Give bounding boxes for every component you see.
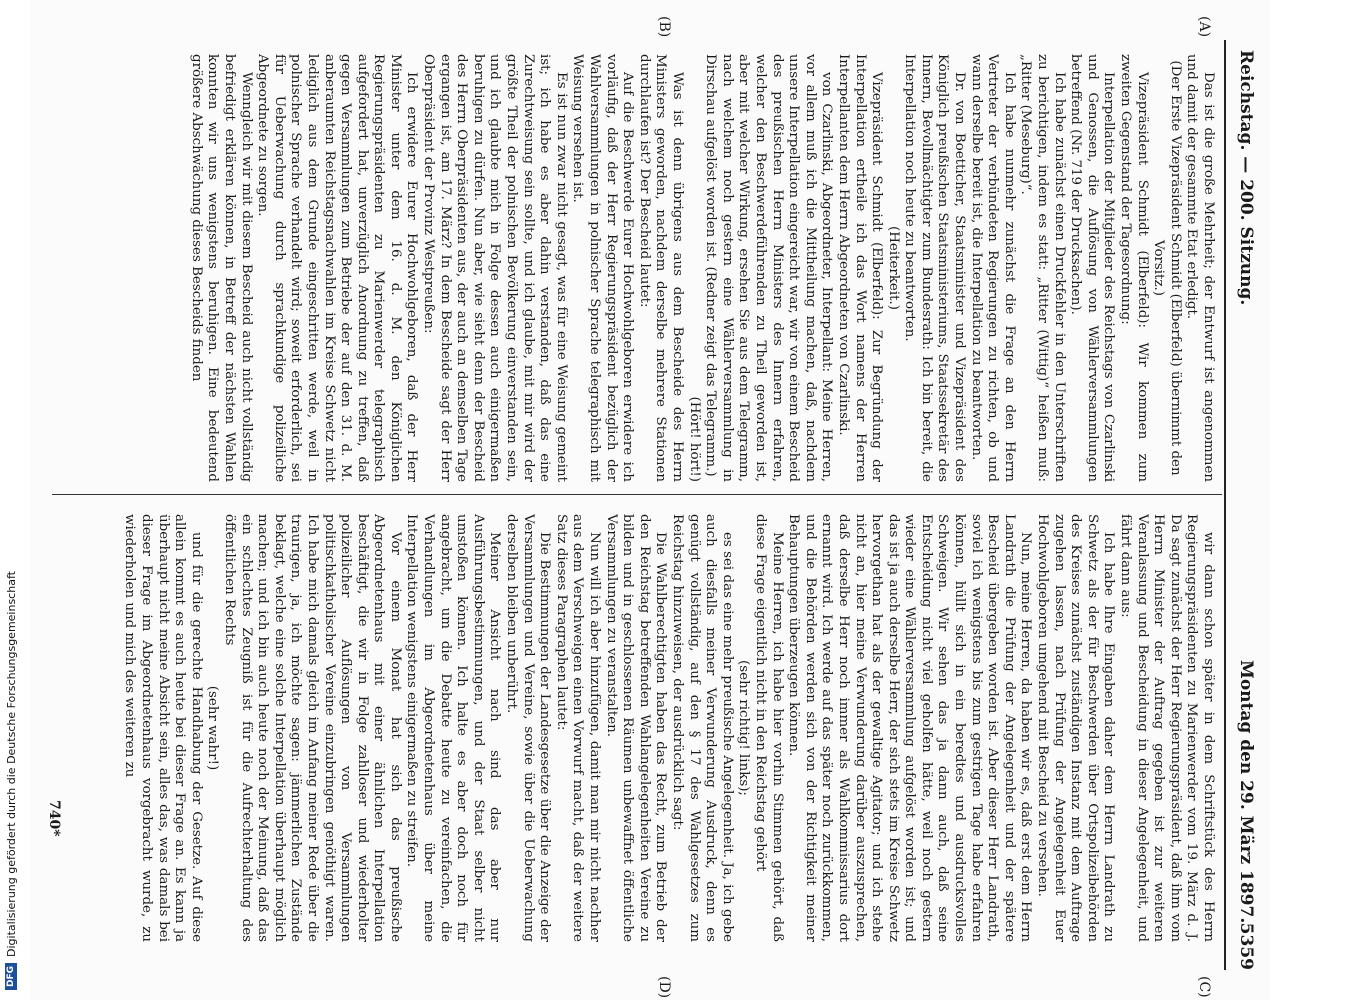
paragraph: Meiner Ansicht nach sind das aber nur Ausführungsbestimmungen, und der Staat selber nicht umstoßen können. Ich halte es aber doch noch für angebracht, um die Debatte heute zu vereinfachen, die Verhandlungen im Abgeordnetenhaus über meine Interpellation wenigstens einigermaßen zu streifen. (404, 514, 503, 942)
credit-text: Digitalisierung gefördert durch die Deutsche Forschungsgemeinschaft (4, 571, 18, 957)
paragraph: Was ist denn übrigens aus dem Bescheide des Herrn Ministers geworden, nachdem derselbe mehrere Stationen durchlaufen ist? Der Bescheid lautet: (636, 54, 685, 482)
paragraph: (sehr richtig! links); (736, 660, 752, 796)
paragraph: (sehr wahr!) (205, 685, 221, 771)
paragraph: es sei das eine mehr preußische Angelegenheit. Ja, ich gebe auch diesfalls meiner Verwunderung Ausdruck, denn es genügt vollständig, auf den § 17 des Wahlgesetzes zum Reichstag hinzuweisen, der ausdrücklich sagt: (670, 514, 735, 942)
paragraph: von Czarlinski, Abgeordneter, Interpellant: Meine Herren, vor allem muß ich die Mittheilung machen, daß, nachdem unsere Interpellation eingereicht war, wir von einem Bescheid des preußischen Herrn Ministers des Innern erfahren, welcher den Beschwerdeführenden zu Theil geworden ist, aber mit welcher Wirkung, ersehen Sie aus dem Telegramm, nach welchem noch gestern eine Wählerversammlung in Dirschau aufgelöst worden ist. (Redner zeigt das Telegramm.) (703, 54, 835, 482)
paragraph: Nun will ich aber hinzufügen, damit man mir nicht nachher aus dem Verschweigen einen Vorwurf macht, daß der weitere Satz dieses Paragraphen lautet: (553, 514, 603, 942)
left-text-column (56, 54, 1216, 482)
margin-letter-c: (C) (1196, 976, 1212, 998)
paragraph: Nun, meine Herren, da haben wir es, daß erst dem Herrn Landrath die Prüfung der Angelegenheit und der spätere Bescheid übergeben worden ist. Aber dieser Herr Landrath, soviel ich wenigstens bis zum gestrigen Tage habe erfahren können, hüllt sich in ein beredtes und ausdrucksvolles Schweigen. Wir sehen das ja dann auch, daß seine Entscheidung nicht viel geholfen hätte, weil noch gestern wieder eine Wählerversammlung aufgelöst worden ist; und das ist ja auch derselbe Herr, der sich stets im Kreise Schwetz hervorgethan hat als der gewaltige Agitator; und ich stehe nicht an, hier meine Verwunderung darüber auszusprechen, daß derselbe Herr noch immer als Wahlkommissarius dort ernannt wird. Ich werde auf das später noch zurückkommen, und die Behörden werden sich von der Richtigkeit meiner Behauptungen überzeugen können. (786, 514, 1034, 942)
column-divider (52, 494, 1222, 495)
paragraph: und für die gerechte Handhabung der Gesetze. Auf diese allein kommt es auch heute bei dieser Frage an. Es kann ja überhaupt nicht meine Absicht sein, alles das, was damals bei dieser Frage im Abgeordnetenhaus vorgebracht wurde, zu wiederholen und mich des weiteren zu (122, 514, 204, 942)
paragraph: Das ist die große Mehrheit; der Entwurf ist angenommen und damit der gesammte Etat erledigt. (1184, 54, 1216, 482)
paragraph: Dr. von Boetticher, Staatsminister und Vizepräsident des Königlich preußischen Staatsministeriums, Staatssekretär des Innern, Bevollmächtigter zum Bundesrath: Ich bin bereit, die Interpellation noch heute zu beantworten. (902, 54, 968, 482)
paragraph: (Der Erste Vizepräsident Schmidt (Elberfeld) übernimmt den Vorsitz.) (1151, 60, 1183, 476)
paragraph: Ich habe nunmehr zunächst die Frage an den Herrn Vertreter der verbündeten Regierungen zu richten, ob und wann derselbe bereit ist, die Interpellation zu beantworten. (968, 54, 1017, 482)
header-date: Montag den 29. März 1897. (1236, 660, 1256, 924)
paragraph: Die Wahlberechtigten haben das Recht, zum Betrieb der den Reichstag betreffenden Wahlangelegenheiten Vereine zu bilden und in geschlossenen Räumen unbewaffnet öffentliche Versammlungen zu veranstalten. (603, 514, 669, 942)
paragraph: Wenngleich wir mit diesem Bescheid auch nicht vollständig befriedigt erklären können, in Betreff der nächsten Wahlen konnten wir uns wenigstens beruhigen. Eine bedeutend größere Abschwächung dieses Bescheids finden (188, 54, 254, 482)
paragraph: Die Bestimmungen der Landesgesetze über die Anzeige der Versammlungen und Vereine, sowie über die Ueberwachung derselben bleiben unberührt. (504, 514, 553, 942)
paragraph: (Heiterkeit.) (885, 226, 901, 310)
paragraph: wir dann schon später in dem Schriftstück des Herrn Regierungspräsidenten zu Marienwerder vom 19. März d. J. Da sagt zunächst der Herr Regierungspräsident, daß ihm vom Herrn Minister der Auftrag gegeben ist zur weiteren Veranlassung und Bescheidung in dieser Angelegenheit, und fährt dann aus: (1118, 514, 1216, 942)
margin-letter-a: (A) (1196, 16, 1212, 38)
paragraph: Vizepräsident Schmidt (Elberfeld): Zur Begründung der Interpellation ertheile ich das Wort namens der Herren Interpellanten dem Herrn Abgeordneten von Czarlinski. (835, 54, 885, 482)
margin-letter-b: (B) (656, 16, 672, 38)
signature-mark: 740* (46, 800, 62, 837)
running-header (1230, 50, 1256, 970)
header-rule (1224, 40, 1226, 970)
dfg-logo: DFG (5, 963, 17, 990)
paragraph: Meine Herren, ich habe hier vorhin Stimmen gehört, daß diese Frage eigentlich nicht in den Reichstag gehört (752, 514, 785, 942)
scanned-page (30, 0, 1270, 1000)
paragraph: Ich habe zunächst einen Druckfehler in den Unterschriften zu berichtigen, indem es statt: „Ritter (Wittig)“ heißen muß: „Ritter (Meseburg)“. (1018, 54, 1067, 482)
paragraph: (Hört! hört!) (686, 396, 702, 482)
page-number: 5359 (1236, 922, 1256, 970)
paragraph: Es ist nun zwar nicht gesagt, was für eine Weisung gemeint ist; ich habe es aber dahin verstanden, daß das eine Zurechtweisung sein sollte, und ich glaube, mit mir wird der größte Theil der polnischen Bevölkerung einverstanden sein, und ich glaubte mich in Folge dessen auch einigermaßen beruhigen zu dürfen. Nun aber, wie sieht denn der Bescheid des Herrn Oberpräsidenten aus, der auch an demselben Tage ergangen ist, am 17. März? In dem Bescheide sagt der Herr Oberpräsident der Provinz Westpreußen: (421, 54, 569, 482)
paragraph: Ich habe Ihre Eingaben daher dem Herrn Landrath zu Schwetz als der für Beschwerden über Ortspolizeibehörden des Kreises zunächst zuständigen Instanz mit dem Auftrage zugehen lassen, nach Prüfung der Angelegenheit Euer Hochwohlgeboren umgehend mit Bescheid zu versehen. (1035, 514, 1117, 942)
digitization-credit (0, 0, 22, 1000)
right-text-column (56, 514, 1216, 942)
margin-letter-d: (D) (656, 976, 672, 999)
paragraph: Vor einem Monat hat sich das preußische Abgeordnetenhaus mit einer ähnlichen Interpellation beschäftigt, die wir in Folge zahlloser und wiederholter polizeilicher Auflösungen von Versammlungen politischkatholischer Vereine einzubringen genöthigt waren. Ich habe mich damals gleich im Anfang meiner Rede über die traurigen, ja, ich möchte sagen: jämmerlichen Zustände beklagt, welche eine solche Interpellation überhaupt möglich machen; und ich bin auch heute noch der Meinung, daß das ein schlechtes Zeugniß ist für die Aufrechterhaltung des öffentlichen Rechts (221, 514, 403, 942)
paragraph: Vizepräsident Schmidt (Elberfeld): Wir kommen zum zweiten Gegenstand der Tagesordnung: (1118, 54, 1150, 482)
paragraph: Ich erwidere Eurer Hochwohlgeboren, daß der Herr Minister unter dem 16. d. M. den Königlichen Regierungspräsidenten zu Marienwerder telegraphisch aufgefordert hat, unverzüglich Anordnung zu treffen, daß gegen Versammlungen zum Betriebe der auf den 31. d. M. anberaumten Reichstagsnachwahlen im Kreise Schwetz nicht lediglich aus dem Grunde eingeschritten werde, weil in polnischer Sprache verhandelt wird; soweit erforderlich, sei für Ueberwachung durch sprachkundige polizeiliche Abgeordnete zu sorgen. (255, 54, 420, 482)
paragraph: Auf die Beschwerde Eurer Hochwohlgeboren erwidere ich vorläufig, daß der Herr Regierungspräsident bezüglich der Wahlversammlungen in polnischer Sprache telegraphisch mit Weisung versehen ist. (570, 54, 636, 482)
header-title: Reichstag. — 200. Sitzung. (1236, 50, 1256, 306)
paragraph: Interpellation der Mitglieder des Reichstags von Czarlinski und Genossen, die Auflösung von Wählerversammlungen betreffend (Nr. 719 der Drucksachen). (1068, 54, 1117, 482)
